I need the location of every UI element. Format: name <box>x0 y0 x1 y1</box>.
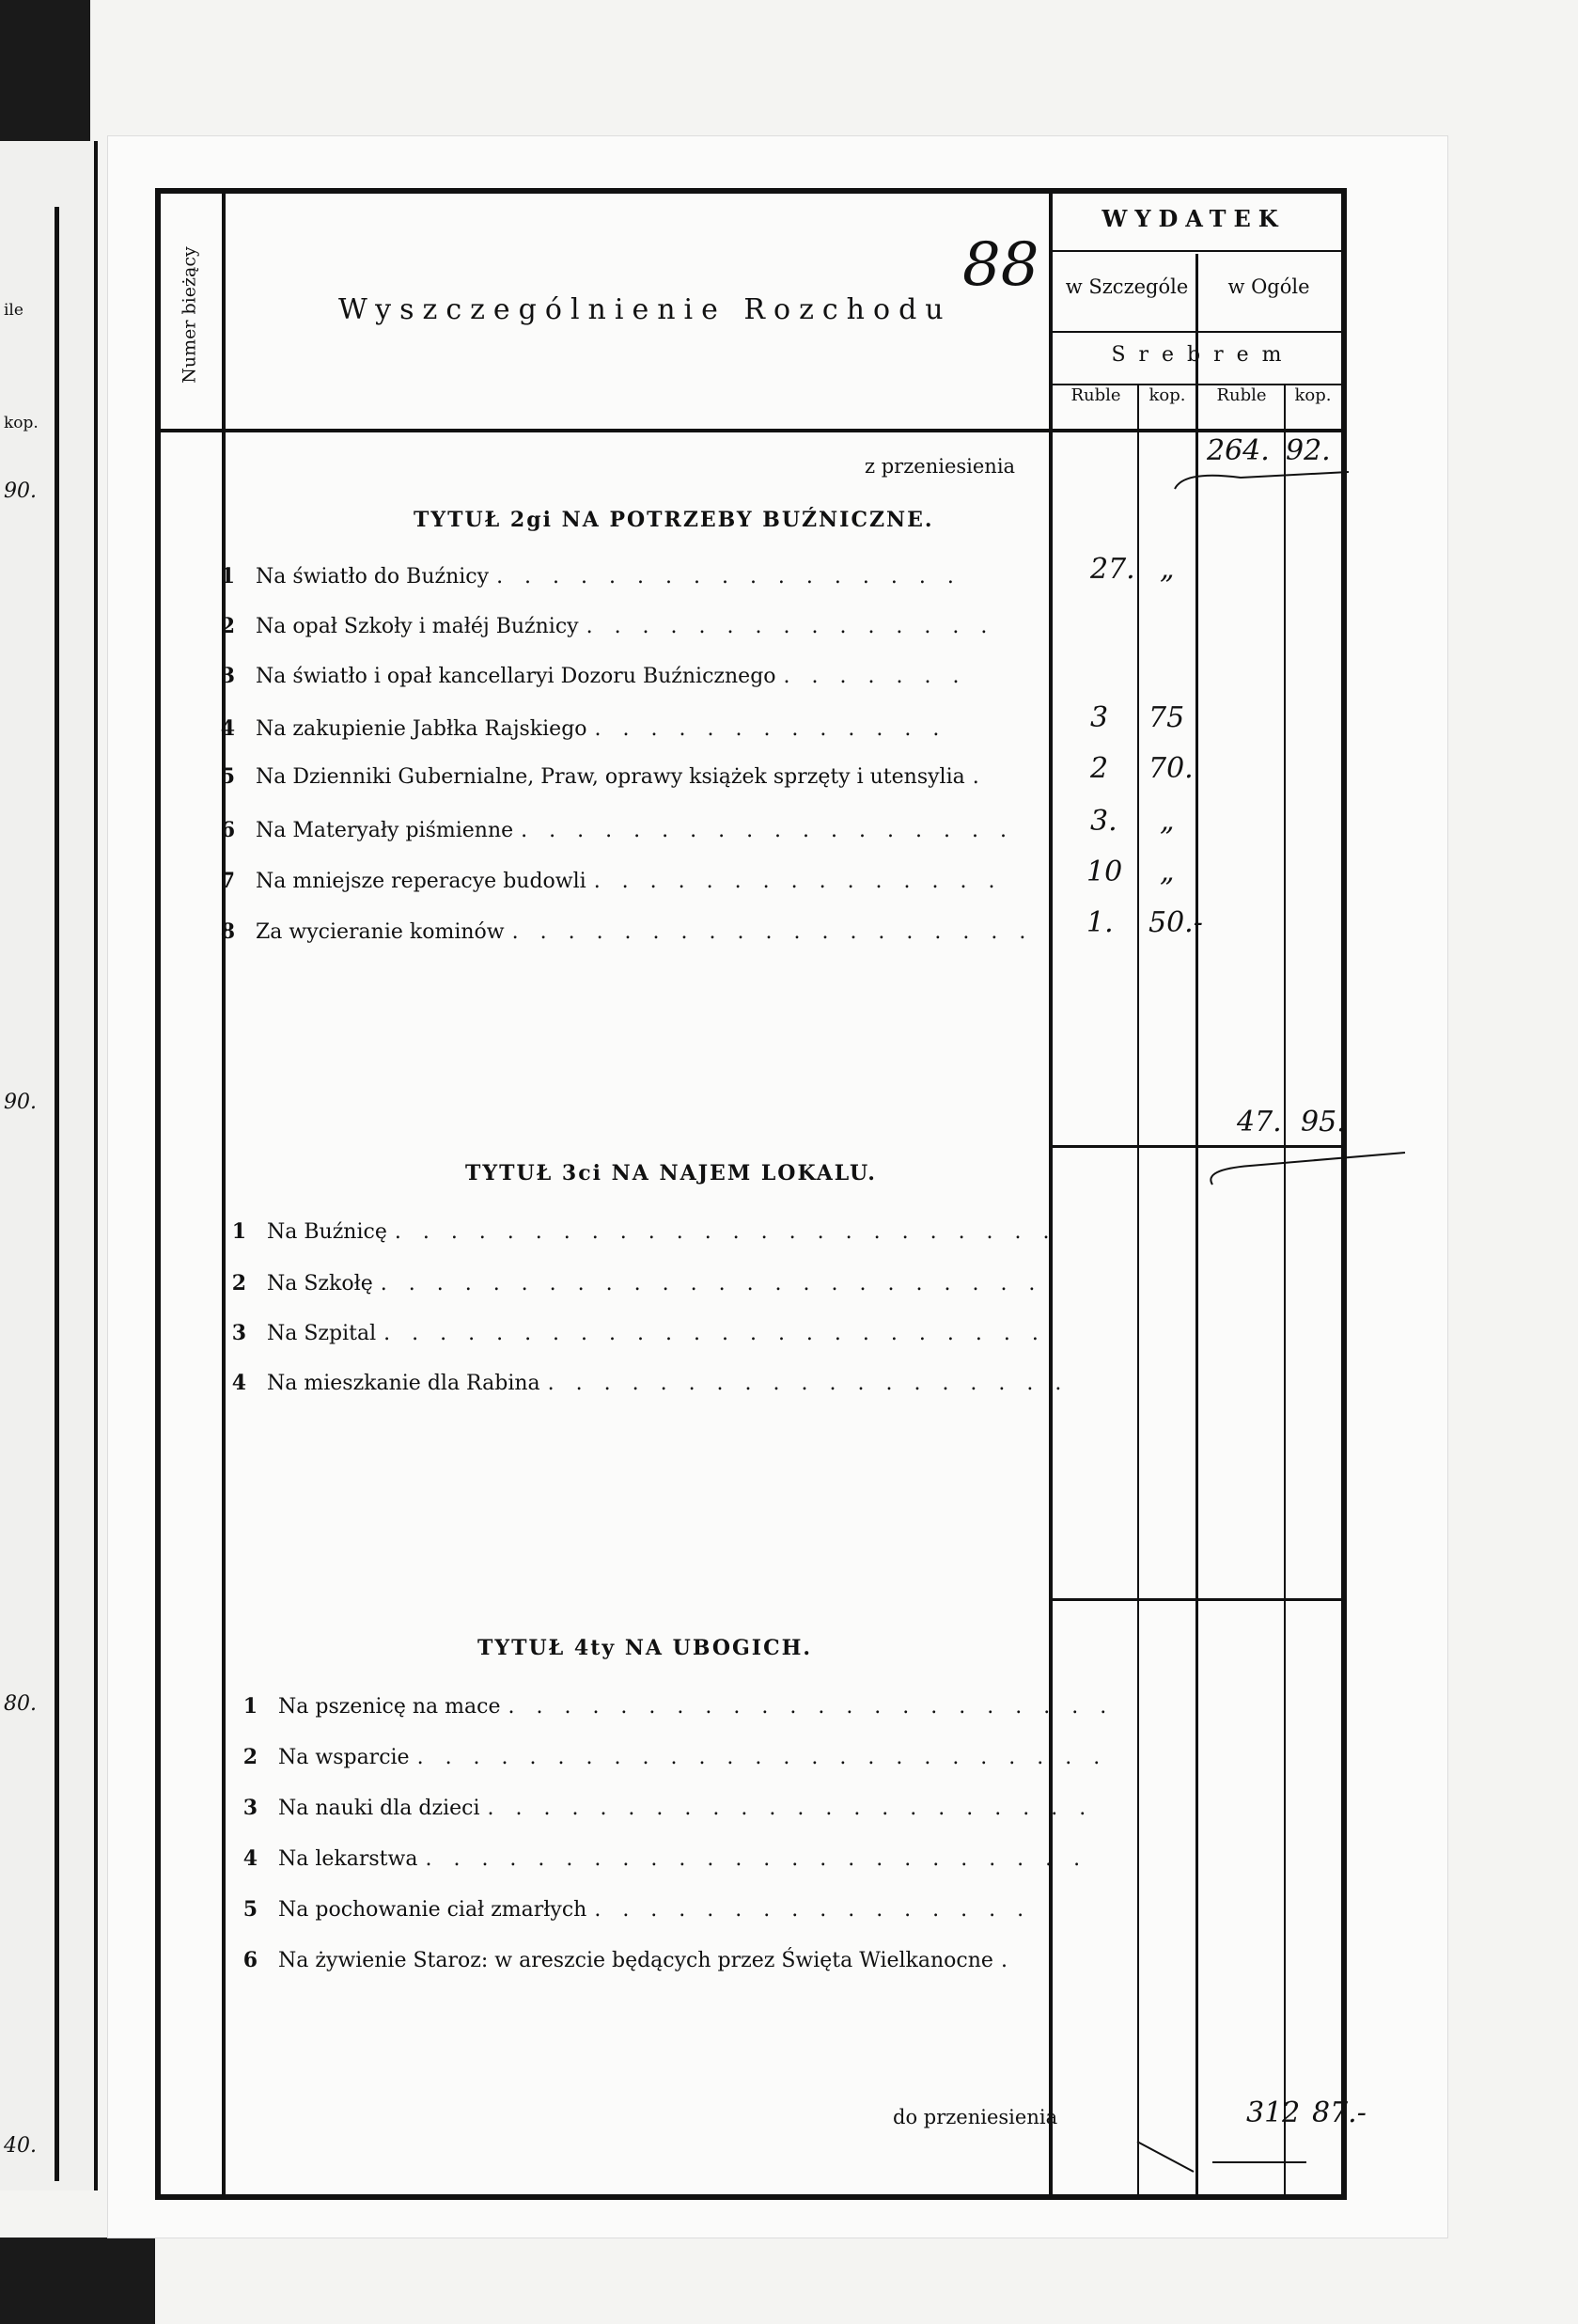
expense-header: WYDATEK <box>1101 205 1286 232</box>
previous-page-amount: 40. <box>4 2134 37 2158</box>
list-item: 4 Na mieszkanie dla Rabina . . . . . . . . . . . . . . . . . . . <box>226 1371 1069 1395</box>
carry-out-ruble: 312 <box>1246 2096 1301 2129</box>
currency-header: Srebrem <box>1111 343 1295 367</box>
kop-header: kop. <box>1294 385 1332 405</box>
item-number: 5 <box>242 1897 258 1922</box>
page-number: 88 <box>962 230 1039 300</box>
previous-page-amount: 80. <box>4 1692 37 1716</box>
list-item: 2 Na opał Szkoły i małéj Buźnicy . . . . . . . . . . . . . . . <box>214 614 994 638</box>
item-text: Na nauki dla dzieci <box>278 1797 480 1820</box>
item-kop: 50.- <box>1148 906 1203 939</box>
item-ruble: 27. <box>1090 553 1135 586</box>
list-item: 5 Na pochowanie ciał zmarłych . . . . . . . . . . . . . . . . <box>237 1897 1031 1922</box>
item-number: 6 <box>242 1948 258 1972</box>
item-ruble: 3 <box>1090 701 1109 734</box>
binding-edge-bottom <box>0 2238 155 2324</box>
list-item: 4 Na zakupienie Jabłka Rajskiego . . . . . . . . . . . . . <box>214 716 946 741</box>
item-number: 3 <box>231 1321 246 1345</box>
detail-header: w Szczególe <box>1065 275 1189 298</box>
item-text: Na Buźnicę <box>267 1220 387 1244</box>
szczegole-ogole-rule <box>1195 254 1198 2194</box>
section-title: TYTUŁ 4ty NA UBOGICH. <box>477 1636 813 1660</box>
list-item: 2 Na wsparcie . . . . . . . . . . . . . . . . . . . . . . . . . <box>237 1745 1107 1769</box>
carry-out-kop: 87.- <box>1312 2096 1367 2129</box>
carry-out-strike <box>1128 2134 1316 2181</box>
item-text: Na mniejsze reperacye budowli <box>256 870 586 893</box>
binding-edge <box>0 0 90 150</box>
item-kop: „ <box>1160 553 1175 586</box>
list-item: 7 Na mniejsze reperacye budowli . . . . . . . . . . . . . . . <box>214 869 1003 893</box>
previous-page-column <box>0 207 59 2181</box>
section-total-ruble: 47. <box>1237 1106 1282 1138</box>
item-ruble: 2 <box>1090 752 1109 785</box>
number-column-rule <box>222 194 226 2194</box>
list-item: 1 Na Buźnicę . . . . . . . . . . . . . . . . . . . . . . . . <box>226 1219 1057 1244</box>
item-text: Na lekarstwa <box>278 1847 418 1871</box>
item-number: 3 <box>242 1796 258 1820</box>
item-text: Na wsparcie <box>278 1746 410 1769</box>
carry-in-ruble: 264. <box>1207 434 1270 467</box>
item-number: 1 <box>231 1219 246 1244</box>
header-rule <box>1049 331 1341 333</box>
list-item: 3 Na Szpital . . . . . . . . . . . . . . . . . . . . . . . . <box>226 1321 1046 1345</box>
number-column-header: Numer bieżący <box>180 246 201 384</box>
carry-in-underline <box>1165 461 1353 498</box>
list-item: 2 Na Szkołę . . . . . . . . . . . . . . . . . . . . . . . . <box>226 1271 1042 1295</box>
item-number: 4 <box>231 1371 246 1395</box>
section-total-rule <box>1053 1598 1341 1601</box>
item-text: Na opał Szkoły i małéj Buźnicy <box>256 615 579 638</box>
description-column-header: Wyszczególnienie Rozchodu <box>338 293 952 326</box>
item-kop: 70. <box>1148 752 1194 785</box>
item-number: 1 <box>220 564 235 589</box>
item-number: 5 <box>220 764 235 789</box>
item-text: Na pszenicę na mace <box>278 1695 501 1719</box>
item-ruble: 1. <box>1086 906 1114 939</box>
list-item: 8 Za wycieranie kominów . . . . . . . . . . . . . . . . . . . <box>214 919 1033 944</box>
item-number: 7 <box>220 869 235 893</box>
amount-column-rule <box>1049 194 1053 2194</box>
list-item: 4 Na lekarstwa . . . . . . . . . . . . . . . . . . . . . . . . <box>237 1846 1087 1871</box>
previous-page-amount: 90. <box>4 1091 37 1114</box>
item-text: Na Materyały piśmienne <box>256 819 514 842</box>
carry-out-label: do przeniesienia <box>893 2106 1058 2128</box>
kop-header: kop. <box>1148 385 1186 405</box>
item-number: 6 <box>220 818 235 842</box>
item-text: Na mieszkanie dla Rabina <box>267 1372 540 1395</box>
section-total-kop: 95. <box>1301 1106 1346 1138</box>
item-text: Na Dzienniki Gubernialne, Praw, oprawy książek sprzęty i utensylia <box>256 765 965 789</box>
item-text: Na pochowanie ciał zmarłych <box>278 1898 587 1922</box>
item-text: Na Szpital <box>267 1322 377 1345</box>
section-title: TYTUŁ 3ci NA NAJEM LOKALU. <box>465 1161 877 1186</box>
item-number: 3 <box>220 664 235 688</box>
list-item: 6 Na Materyały piśmienne . . . . . . . . . . . . . . . . . . <box>214 818 1014 842</box>
section-total-underline <box>1175 1147 1410 1194</box>
list-item: 3 Na nauki dla dzieci . . . . . . . . . . . . . . . . . . . . . . <box>237 1796 1093 1820</box>
item-ruble: 3. <box>1090 805 1117 838</box>
item-kop: 75 <box>1148 701 1185 734</box>
item-number: 4 <box>220 716 235 741</box>
ruble-header: Ruble <box>1216 385 1267 405</box>
item-text: Na światło i opał kancellaryi Dozoru Buźnicznego <box>256 665 776 688</box>
item-text: Na żywienie Staroz: w areszcie będących przez Święta Wielkanocne <box>278 1949 993 1972</box>
previous-page-label: kop. <box>4 414 39 432</box>
total-header: w Ogóle <box>1227 275 1310 298</box>
header-rule <box>1049 250 1341 252</box>
previous-page-edge <box>0 141 98 2191</box>
ruble-header: Ruble <box>1070 385 1121 405</box>
list-item: 1 Na pszenicę na mace . . . . . . . . . . . . . . . . . . . . . . <box>237 1694 1114 1719</box>
item-text: Na Szkołę <box>267 1272 373 1295</box>
list-item: 6 Na żywienie Staroz: w areszcie będących przez Święta Wielkanocne . <box>237 1948 1015 1972</box>
item-number: 2 <box>231 1271 246 1295</box>
item-ruble: 10 <box>1086 856 1123 888</box>
ruble-kop-rule <box>1137 385 1139 2194</box>
header-bottom-rule <box>161 429 1341 432</box>
previous-page-amount: 90. <box>4 479 37 503</box>
carry-in-kop: 92. <box>1286 434 1331 467</box>
list-item: 1 Na światło do Buźnicy . . . . . . . . . . . . . . . . . <box>214 564 961 589</box>
list-item: 5 Na Dzienniki Gubernialne, Praw, oprawy książek sprzęty i utensylia . <box>214 764 987 789</box>
item-number: 4 <box>242 1846 258 1871</box>
list-item: 3 Na światło i opał kancellaryi Dozoru Buźnicznego . . . . . . . <box>214 664 966 688</box>
previous-page-label: ile <box>4 301 23 320</box>
section-title: TYTUŁ 2gi NA POTRZEBY BUŹNICZNE. <box>414 508 934 532</box>
item-kop: „ <box>1160 805 1175 838</box>
ruble-kop-rule-2 <box>1284 385 1286 2194</box>
item-kop: „ <box>1160 856 1175 888</box>
item-number: 2 <box>242 1745 258 1769</box>
item-text: Za wycieranie kominów <box>256 920 505 944</box>
item-number: 8 <box>220 919 235 944</box>
item-number: 1 <box>242 1694 258 1719</box>
item-number: 2 <box>220 614 235 638</box>
carry-in-label: z przeniesienia <box>865 455 1016 478</box>
item-text: Na zakupienie Jabłka Rajskiego <box>256 717 587 741</box>
item-text: Na światło do Buźnicy <box>256 565 490 589</box>
